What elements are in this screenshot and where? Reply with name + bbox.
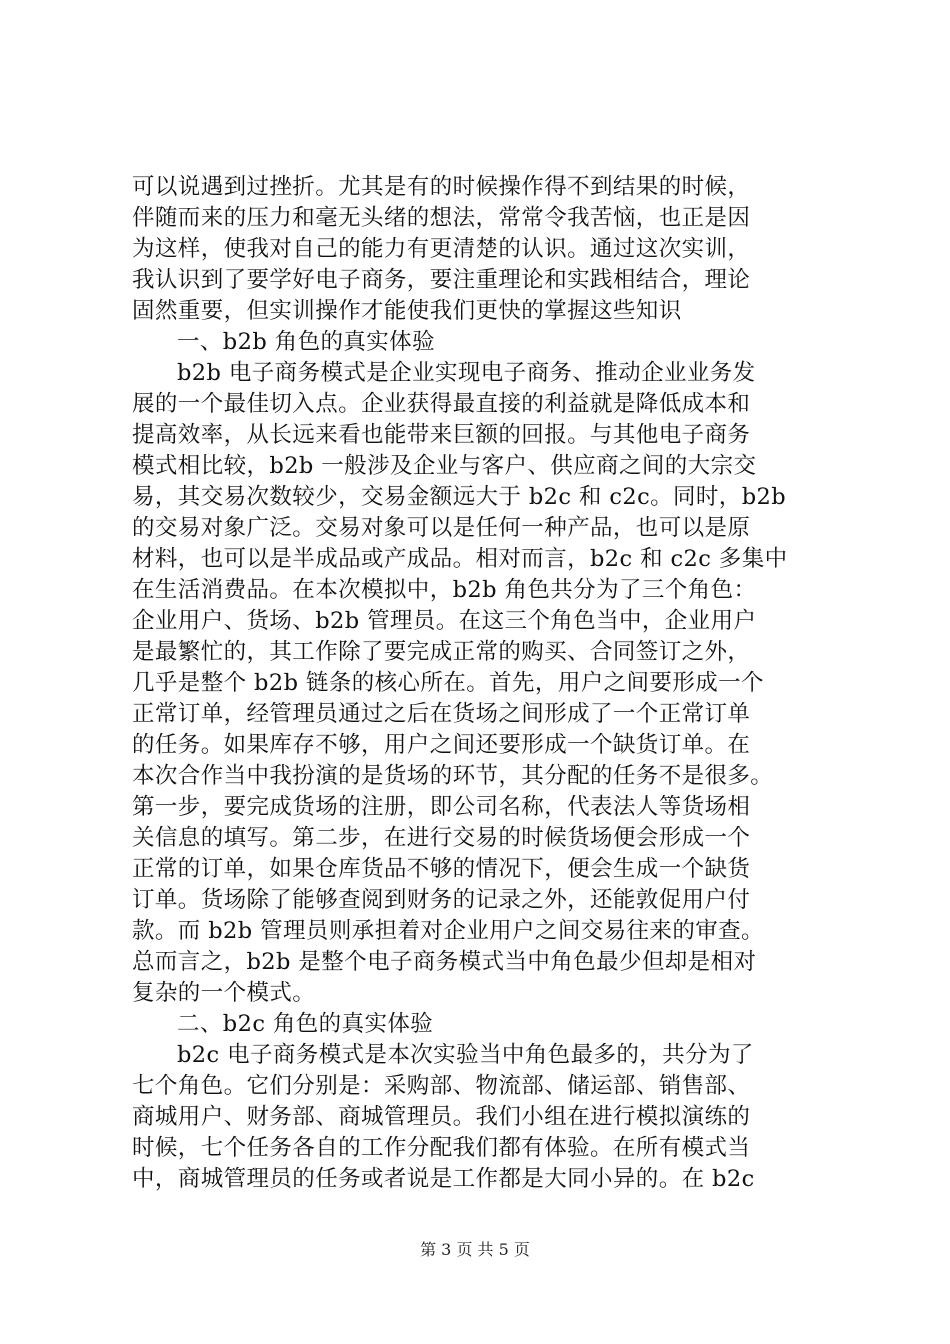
text-line: 为这样，使我对自己的能力有更清楚的认识。通过这次实训，: [132, 236, 751, 262]
text-line: 展的一个最佳切入点。企业获得最直接的利益就是降低成本和: [132, 391, 751, 417]
text-line: 提高效率，从长远来看也能带来巨额的回报。与其他电子商务: [132, 422, 751, 448]
text-line: 易，其交易次数较少，交易金额远大于 b2c 和 c2c。同时，b2b: [132, 484, 787, 510]
text-line: b2c 电子商务模式是本次实验当中角色最多的，共分为了: [177, 1042, 754, 1068]
text-line: 可以说遇到过挫折。尤其是有的时候操作得不到结果的时候，: [132, 174, 751, 200]
text-line: 正常订单，经管理员通过之后在货场之间形成了一个正常订单: [132, 701, 751, 727]
text-line: 总而言之，b2b 是整个电子商务模式当中角色最少但却是相对: [132, 949, 757, 975]
text-line: 企业用户、货场、b2b 管理员。在这三个角色当中，企业用户: [132, 608, 757, 634]
text-line: 我认识到了要学好电子商务，要注重理论和实践相结合，理论: [132, 267, 751, 293]
text-line: 在生活消费品。在本次模拟中，b2b 角色共分为了三个角色：: [132, 577, 757, 603]
text-line: b2b 电子商务模式是企业实现电子商务、推动企业业务发: [177, 360, 756, 386]
page-footer: 第 3 页 共 5 页: [420, 1240, 530, 1259]
text-line: 七个角色。它们分别是：采购部、物流部、储运部、销售部、: [132, 1073, 751, 1099]
text-line: 正常的订单，如果仓库货品不够的情况下，便会生成一个缺货: [132, 856, 751, 882]
text-line: 固然重要，但实训操作才能使我们更快的掌握这些知识: [132, 298, 682, 324]
text-line: 关信息的填写。第二步，在进行交易的时候货场便会形成一个: [132, 825, 751, 851]
text-line: 时候，七个任务各自的工作分配我们都有体验。在所有模式当: [132, 1135, 751, 1161]
text-line: 是最繁忙的，其工作除了要完成正常的购买、合同签订之外，: [132, 639, 751, 665]
document-body: [132, 172, 832, 1195]
text-line: 本次合作当中我扮演的是货场的环节，其分配的任务不是很多。: [132, 763, 774, 789]
text-line: 的交易对象广泛。交易对象可以是任何一种产品，也可以是原: [132, 515, 751, 541]
text-line: 模式相比较，b2b 一般涉及企业与客户、供应商之间的大宗交: [132, 453, 757, 479]
text-line: 商城用户、财务部、商城管理员。我们小组在进行模拟演练的: [132, 1104, 751, 1130]
text-line: 的任务。如果库存不够，用户之间还要形成一个缺货订单。在: [132, 732, 751, 758]
section-heading: 二、b2c 角色的真实体验: [177, 1011, 434, 1037]
text-line: 订单。货场除了能够查阅到财务的记录之外，还能敦促用户付: [132, 887, 751, 913]
text-line: 款。而 b2b 管理员则承担着对企业用户之间交易往来的审查。: [132, 918, 764, 944]
text-line: 第一步，要完成货场的注册，即公司名称，代表法人等货场相: [132, 794, 751, 820]
text-line: 中，商城管理员的任务或者说是工作都是大同小异的。在 b2c: [132, 1166, 755, 1192]
text-line: 复杂的一个模式。: [132, 980, 316, 1006]
text-line: 伴随而来的压力和毫无头绪的想法，常常令我苦恼，也正是因: [132, 205, 751, 231]
section-heading: 一、b2b 角色的真实体验: [177, 329, 435, 355]
text-line: 几乎是整个 b2b 链条的核心所在。首先，用户之间要形成一个: [132, 670, 764, 696]
text-line: 材料，也可以是半成品或产成品。相对而言，b2c 和 c2c 多集中: [132, 546, 788, 572]
